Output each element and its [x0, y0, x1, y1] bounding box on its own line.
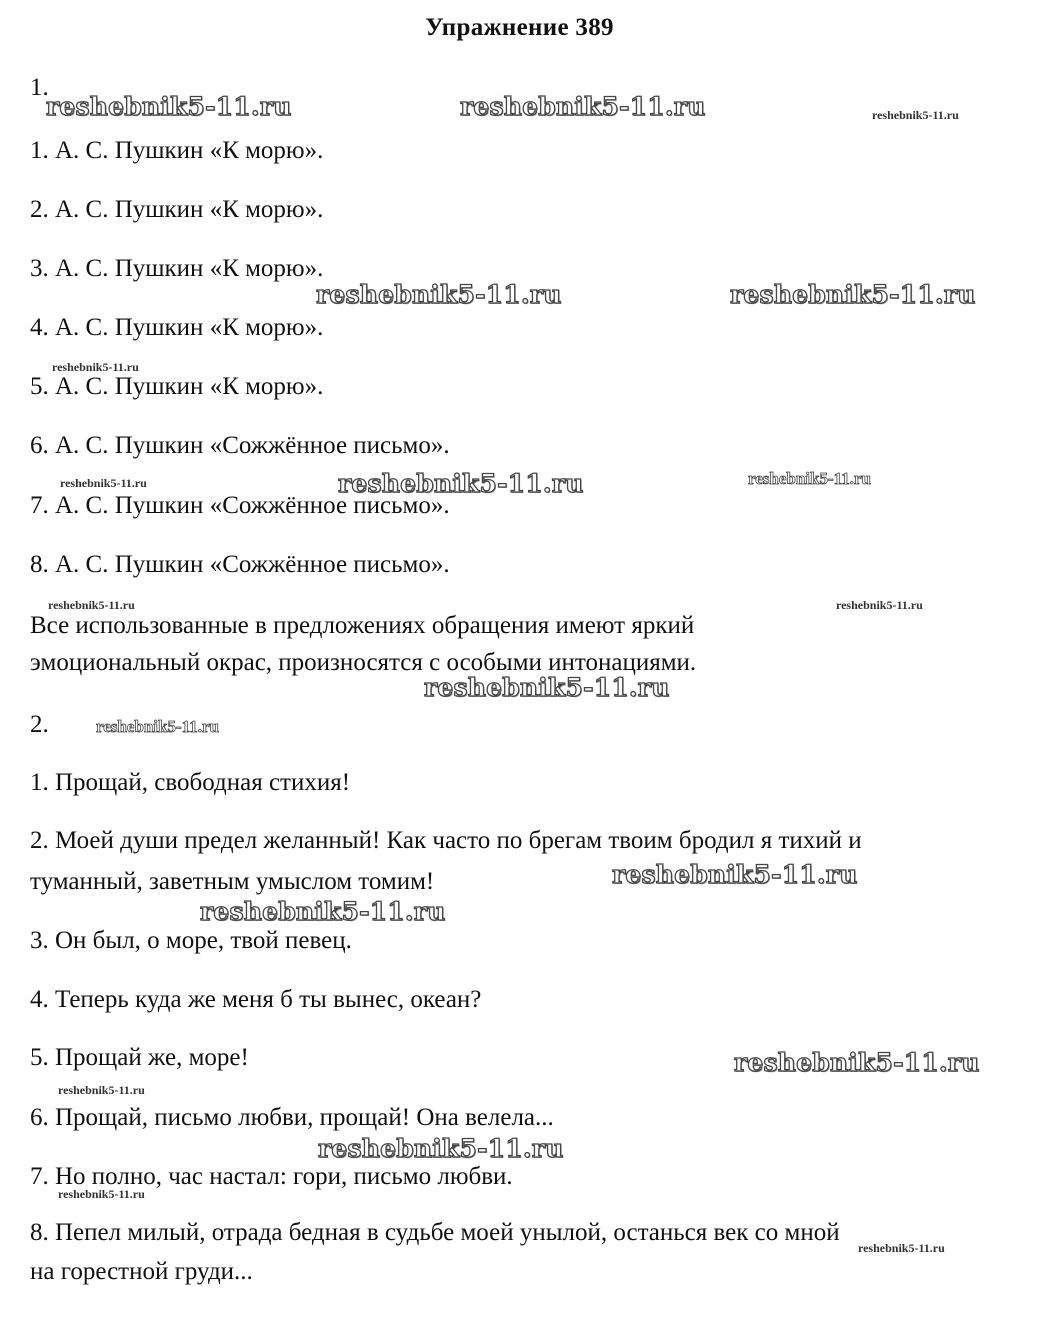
section-2-item-6: 6. Прощай, письмо любви, прощай! Она велела... — [30, 1104, 554, 1131]
watermark: reshebnik5-11.ru — [52, 360, 139, 374]
section-2-item-8-line-1: 8. Пепел милый, отрада бедная в судьбе моей унылой, останься век со мной — [30, 1219, 840, 1246]
section-1-item-5: 5. А. С. Пушкин «К морю». — [30, 373, 324, 400]
section-2-item-5: 5. Прощай же, море! — [30, 1044, 249, 1071]
section-2-item-1: 1. Прощай, свободная стихия! — [30, 769, 351, 796]
watermark: reshebnik5-11.ru — [316, 280, 562, 309]
section-1-conclusion-line-1: Все использованные в предложениях обращения имеют яркий — [30, 612, 695, 639]
watermark: reshebnik5-11.ru — [60, 476, 147, 490]
section-1-item-6: 6. А. С. Пушкин «Сожжённое письмо». — [30, 432, 450, 459]
section-2-label: 2. — [30, 711, 49, 738]
watermark: reshebnik5-11.ru — [338, 469, 584, 498]
section-2-item-2-line-2: туманный, заветным умыслом томим! — [30, 868, 435, 895]
watermark: reshebnik5-11.ru — [318, 1134, 564, 1163]
section-1-item-8: 8. А. С. Пушкин «Сожжённое письмо». — [30, 551, 450, 578]
watermark: reshebnik5-11.ru — [424, 673, 670, 702]
section-1-item-1: 1. А. С. Пушкин «К морю». — [30, 137, 324, 164]
watermark: reshebnik5-11.ru — [836, 598, 923, 612]
watermark: reshebnik5-11.ru — [48, 598, 135, 612]
watermark: reshebnik5-11.ru — [460, 92, 706, 121]
watermark: reshebnik5-11.ru — [858, 1241, 945, 1255]
section-1-item-4: 4. А. С. Пушкин «К морю». — [30, 314, 324, 341]
section-1-item-2: 2. А. С. Пушкин «К морю». — [30, 196, 324, 223]
section-2-item-4: 4. Теперь куда же меня б ты вынес, океан? — [30, 986, 482, 1013]
exercise-title: Упражнение 389 — [425, 14, 614, 41]
section-1-item-7: 7. А. С. Пушкин «Сожжённое письмо». — [30, 492, 450, 519]
section-2-item-8-line-2: на горестной груди... — [30, 1258, 253, 1285]
watermark: reshebnik5-11.ru — [872, 108, 959, 122]
section-1-label: 1. — [30, 74, 49, 101]
section-1-conclusion-line-2: эмоциональный окрас, произносятся с особыми интонациями. — [30, 649, 697, 676]
section-2-item-3: 3. Он был, о море, твой певец. — [30, 927, 352, 954]
watermark: reshebnik5-11.ru — [46, 92, 292, 121]
watermark: reshebnik5-11.ru — [612, 860, 858, 889]
watermark: reshebnik5-11.ru — [748, 469, 871, 488]
watermark: reshebnik5-11.ru — [200, 897, 446, 926]
watermark: reshebnik5-11.ru — [58, 1187, 145, 1201]
watermark: reshebnik5-11.ru — [734, 1048, 980, 1077]
section-2-item-2-line-1: 2. Моей души предел желанный! Как часто по брегам твоим бродил я тихий и — [30, 827, 862, 854]
section-1-item-3: 3. А. С. Пушкин «К морю». — [30, 255, 324, 282]
watermark: reshebnik5-11.ru — [58, 1083, 145, 1097]
watermark: reshebnik5-11.ru — [730, 280, 976, 309]
watermark: reshebnik5-11.ru — [96, 717, 219, 736]
section-2-item-7: 7. Но полно, час настал: гори, письмо любви. — [30, 1163, 513, 1190]
